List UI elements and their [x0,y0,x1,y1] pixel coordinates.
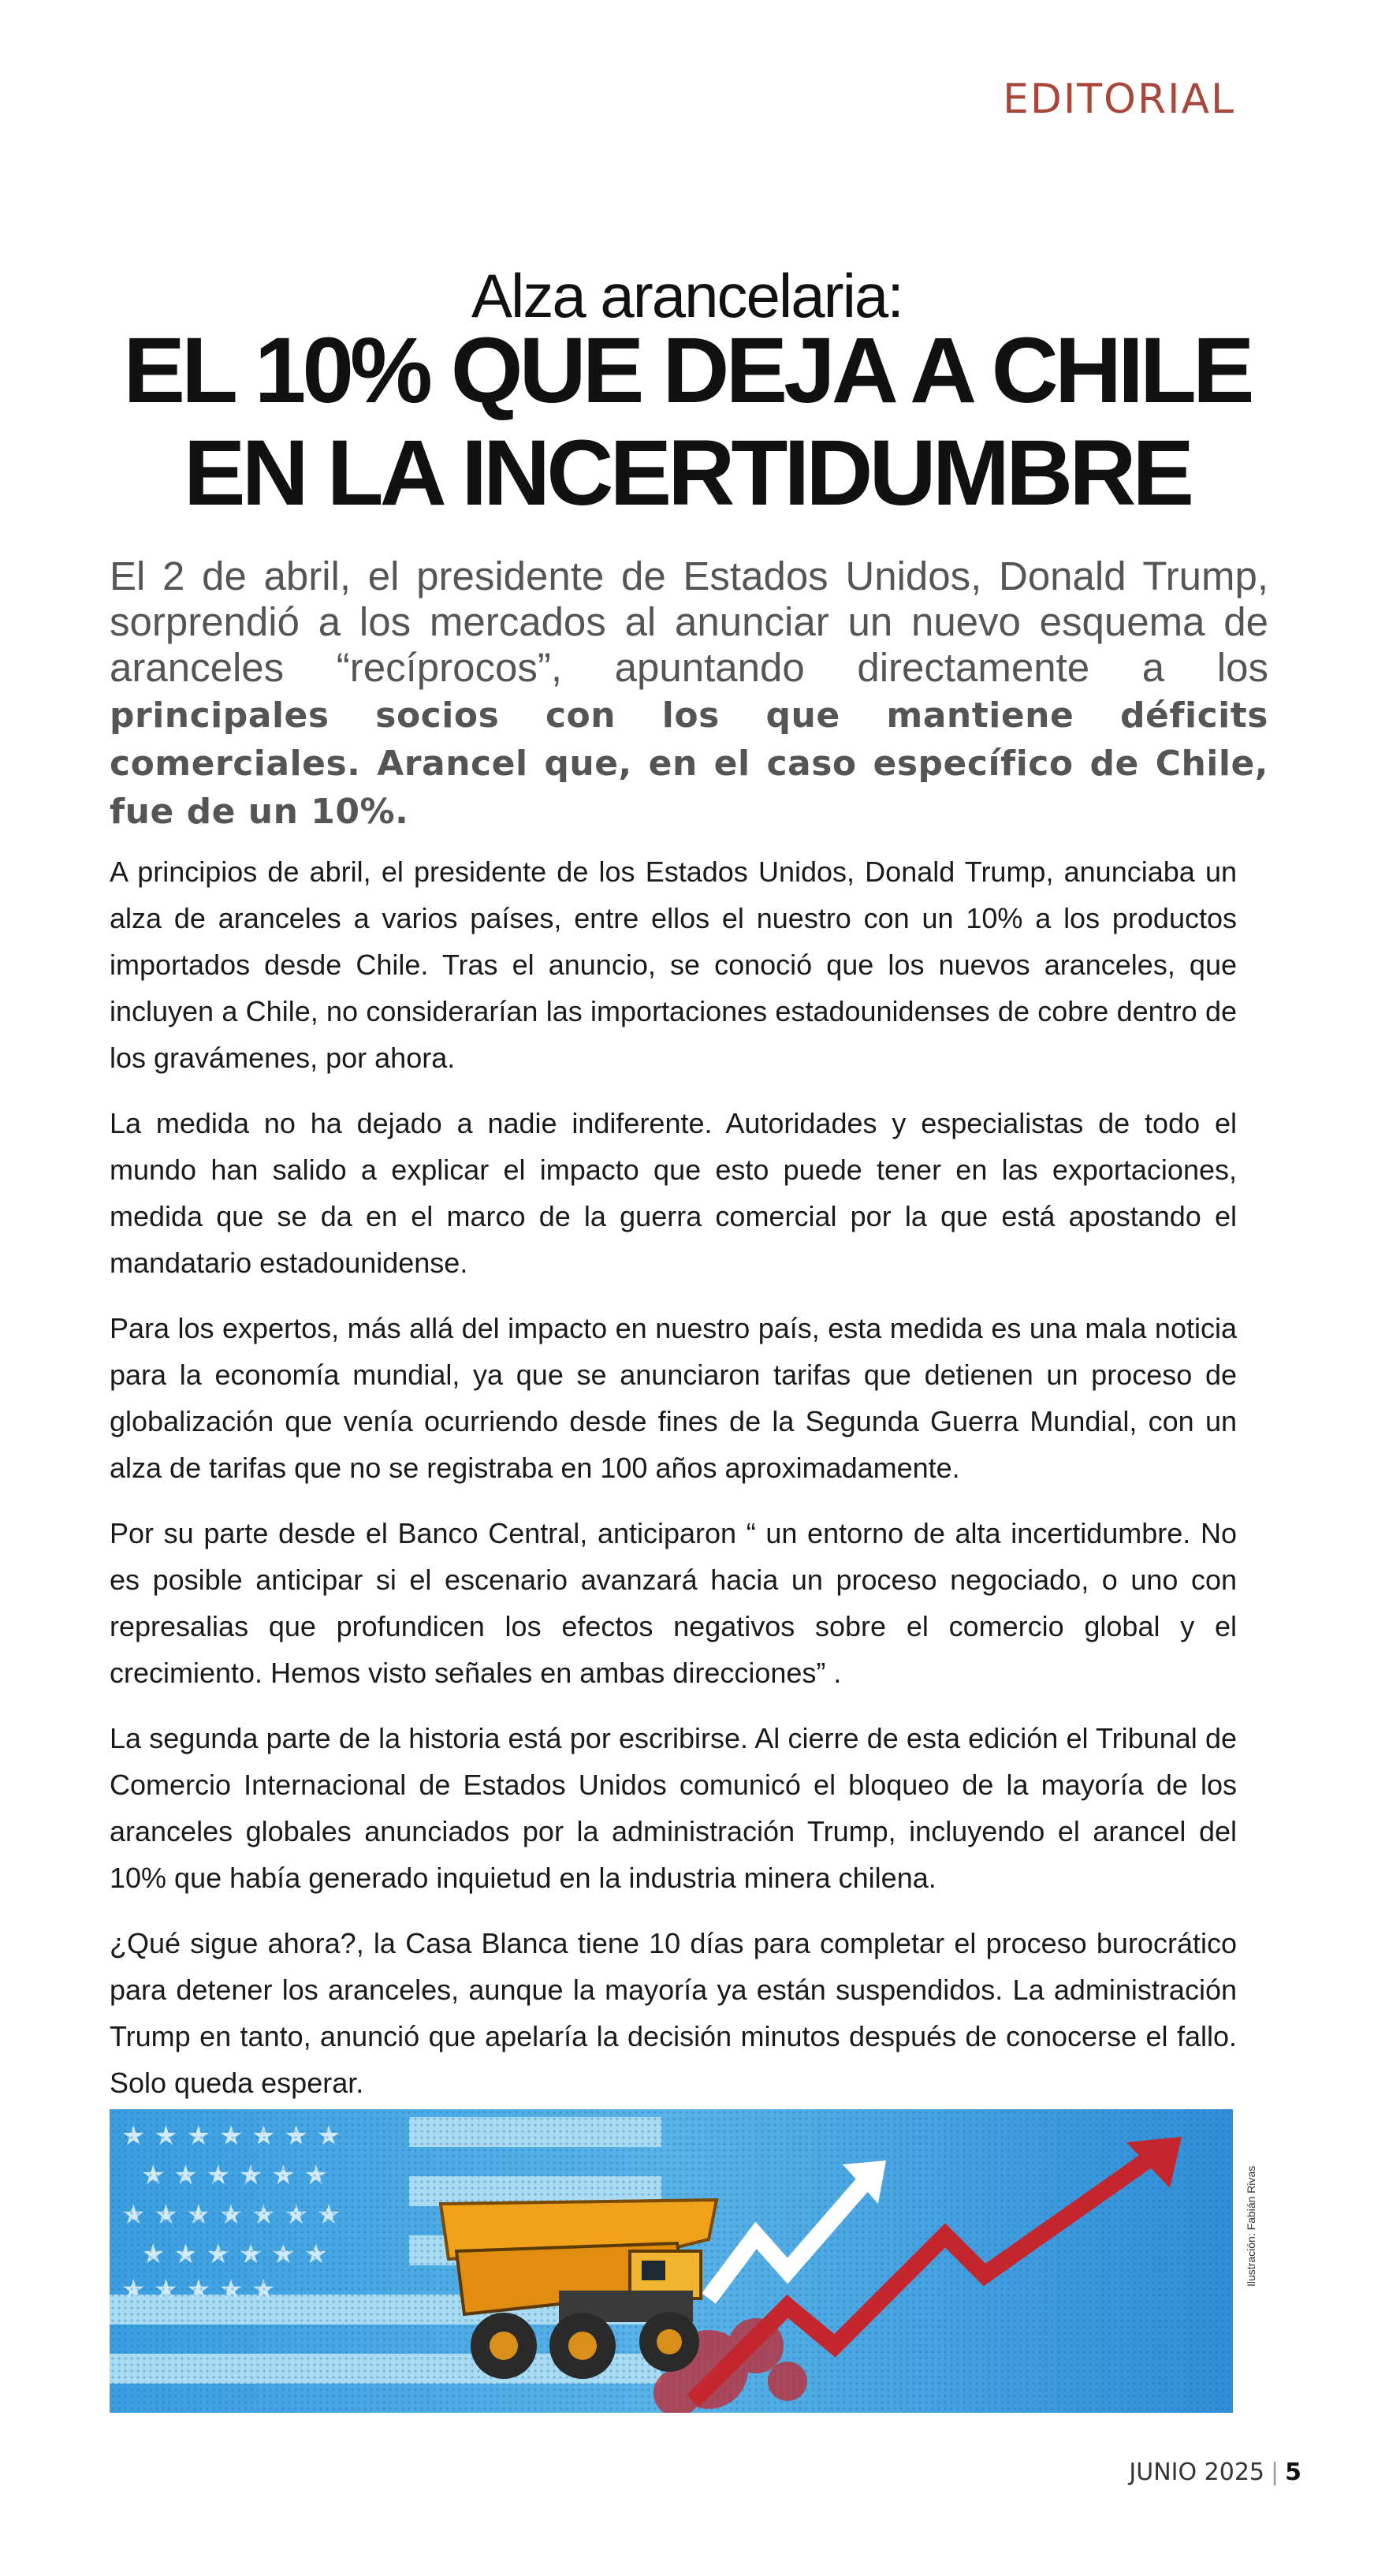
mining-truck-icon [441,2200,717,2379]
article-body [110,848,1237,2125]
page-footer [1129,2459,1301,2486]
body-paragraph: Por su parte desde el Banco Central, anticiparon “ un entorno de alta incertidumbre. No es posible anticipar si el escenario avanzará hacia un proceso negociado, o uno con represalias que profundicen los efectos negativos sobre el comercio global y el crecimiento. Hemos visto señales en ambas direcciones” . [110,1517,1237,1689]
footer-issue: JUNIO 2025 [1129,2459,1265,2486]
body-paragraph: A principios de abril, el presidente de los Estados Unidos, Donald Trump, anunciaba un alza de aranceles a varios países, entre ellos el nuestro con un 10% a los productos importados desde Chile. Tras el anuncio, se conoció que los nuevos aranceles, que incluyen a Chile, no considerarían las importaciones estadounidenses de cobre dentro de los gravámenes, por ahora. [110,856,1237,1074]
body-paragraph: La segunda parte de la historia está por escribirse. Al cierre de esta edición el Tribunal de Comercio Internacional de Estados Unidos comunicó el bloqueo de la mayoría de los aranceles globales anunciados por la administración Trump, incluyendo el arancel del 10% que había generado inquietud en la industria minera chilena. [110,1722,1237,1894]
headline-line-1: EL 10% QUE DEJA A CHILE [123,319,1251,423]
lede-regular: El 2 de abril, el presidente de Estados Unidos, Donald Trump, sorprendió a los mercados al anunciar un nuevo esquema de aranceles “recíprocos”, apuntando directamente a los [110,554,1268,690]
headline-line-2: EN LA INCERTIDUMBRE [183,421,1191,525]
article-lede [110,554,1268,835]
section-label: EDITORIAL [1003,76,1235,123]
lede-bold: principales socios con los que mantiene déficits comerciales. Arancel que, en el caso específico de Chile, fue de un 10%. [110,695,1268,832]
article-kicker: Alza arancelaria: [471,261,903,330]
article-illustration [110,2109,1233,2413]
illustration-svg [110,2109,1233,2413]
body-paragraph: Para los expertos, más allá del impacto en nuestro país, esta medida es una mala noticia para la economía mundial, ya que se anunciaron tarifas que detienen un proceso de globalización que venía ocurriendo desde fines de la Segunda Guerra Mundial, con un alza de tarifas que no se registraba en 100 años aproximadamente. [110,1312,1237,1484]
article-headline [0,319,1374,524]
body-paragraph: ¿Qué sigue ahora?, la Casa Blanca tiene 10 días para completar el proceso burocrático para detener los aranceles, aunque la mayoría ya están suspendidos. La administración Trump en tanto, anunció que apelaría la decisión minutos después de conocerse el fallo. Solo queda esperar. [110,1927,1237,2099]
page-number: 5 [1285,2459,1301,2486]
body-paragraph: La medida no ha dejado a nadie indiferente. Autoridades y especialistas de todo el mundo han salido a explicar el impacto que esto puede tener en las exportaciones, medida que se da en el marco de la guerra comercial por la que está apostando el mandatario estadounidense. [110,1107,1237,1279]
illustration-credit: Ilustración: Fabián Rivas [1245,2165,1257,2287]
footer-separator: | [1271,2459,1279,2486]
